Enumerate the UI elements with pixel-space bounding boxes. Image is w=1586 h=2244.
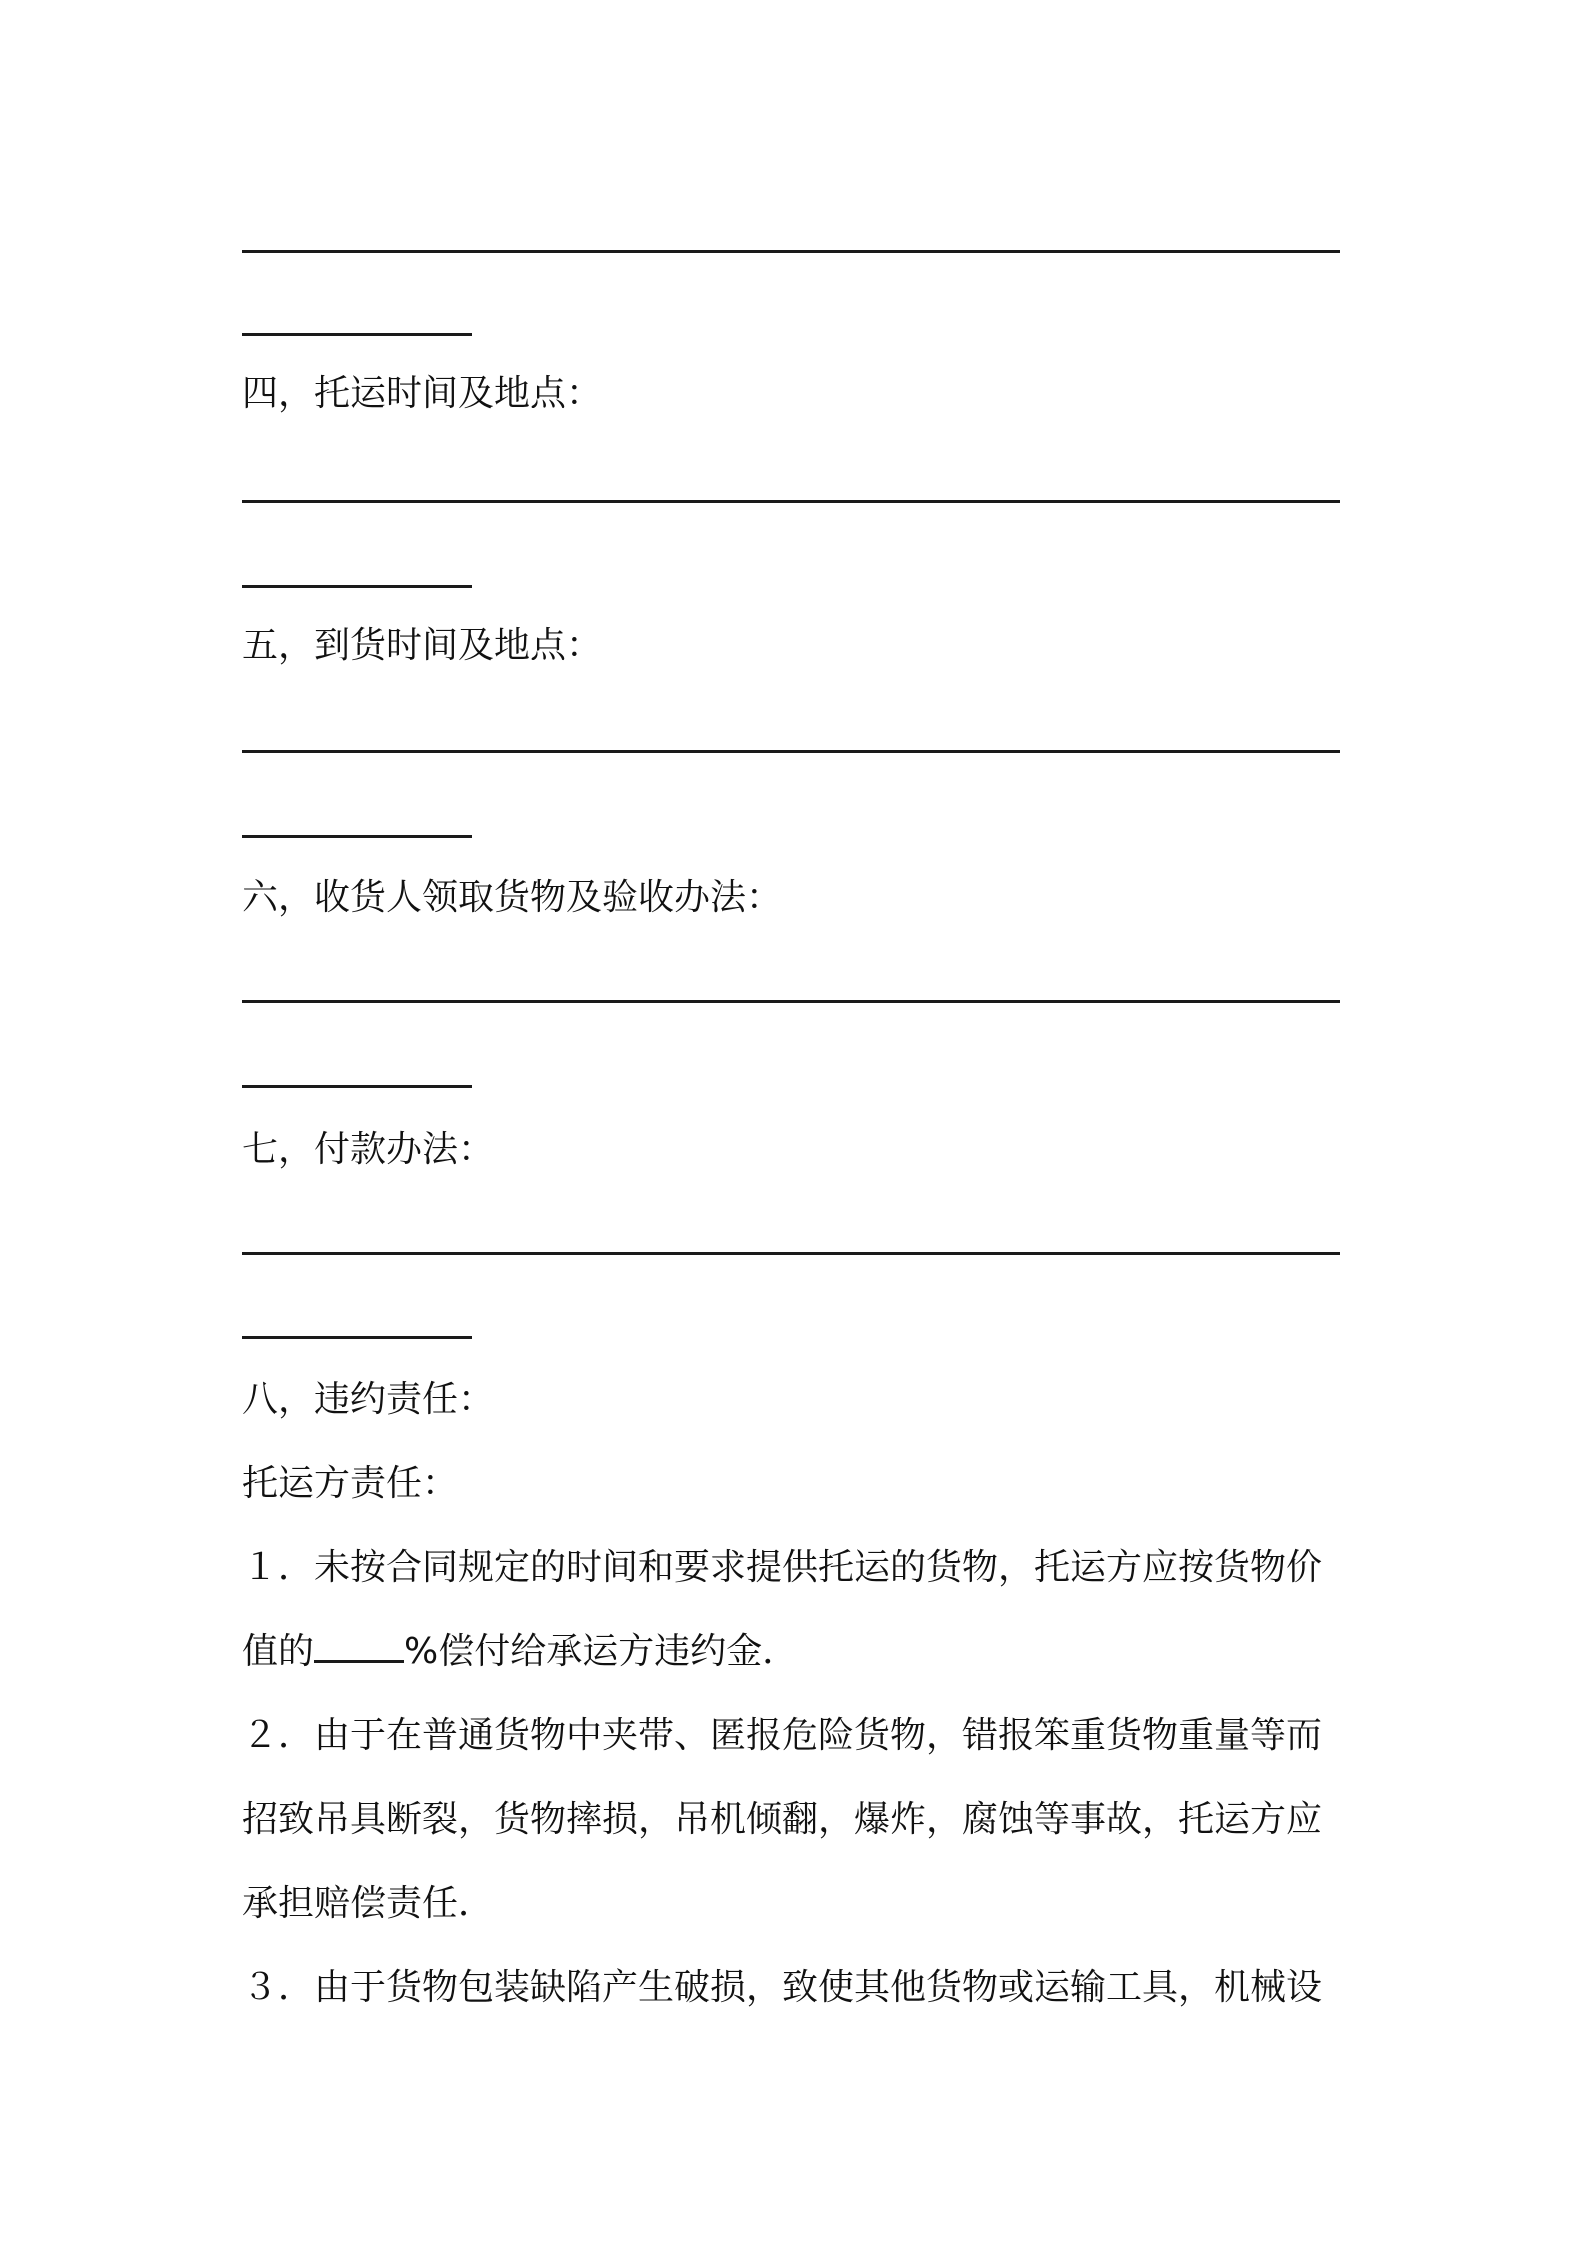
fill-in-line [242, 333, 472, 336]
section-5-heading: 五，到货时间及地点： [242, 625, 603, 666]
fill-in-line [242, 1336, 472, 1339]
consignor-heading: 托运方责任： [242, 1463, 459, 1504]
item-2-line-1: ２．由于在普通货物中夹带、匿报危险货物，错报笨重货物重量等而 [242, 1715, 1323, 1756]
fill-in-line [242, 750, 1340, 753]
section-4-heading: 四，托运时间及地点： [242, 373, 603, 414]
item-1-text-before-blank: 值的 [242, 1631, 315, 1672]
section-8-heading: 八，违约责任： [242, 1379, 495, 1420]
fill-in-line [242, 250, 1340, 253]
section-6-heading: 六，收货人领取货物及验收办法： [242, 877, 783, 918]
fill-in-line [242, 1000, 1340, 1003]
item-2-line-2: 招致吊具断裂，货物摔损，吊机倾翻，爆炸，腐蚀等事故，托运方应 [242, 1799, 1323, 1840]
percentage-blank [314, 1630, 404, 1663]
item-1-text-after-blank: %偿付给承运方违约金． [404, 1631, 799, 1672]
item-3-line-1: ３．由于货物包装缺陷产生破损，致使其他货物或运输工具，机械设 [242, 1967, 1323, 2008]
item-2-line-3: 承担赔偿责任． [242, 1883, 495, 1924]
fill-in-line [242, 1085, 472, 1088]
fill-in-line [242, 1252, 1340, 1255]
item-1-line-2 [242, 1630, 798, 1674]
section-7-heading: 七，付款办法： [242, 1129, 495, 1170]
fill-in-line [242, 585, 472, 588]
fill-in-line [242, 500, 1340, 503]
fill-in-line [242, 835, 472, 838]
item-1-line-1: １．未按合同规定的时间和要求提供托运的货物，托运方应按货物价 [242, 1547, 1323, 1588]
